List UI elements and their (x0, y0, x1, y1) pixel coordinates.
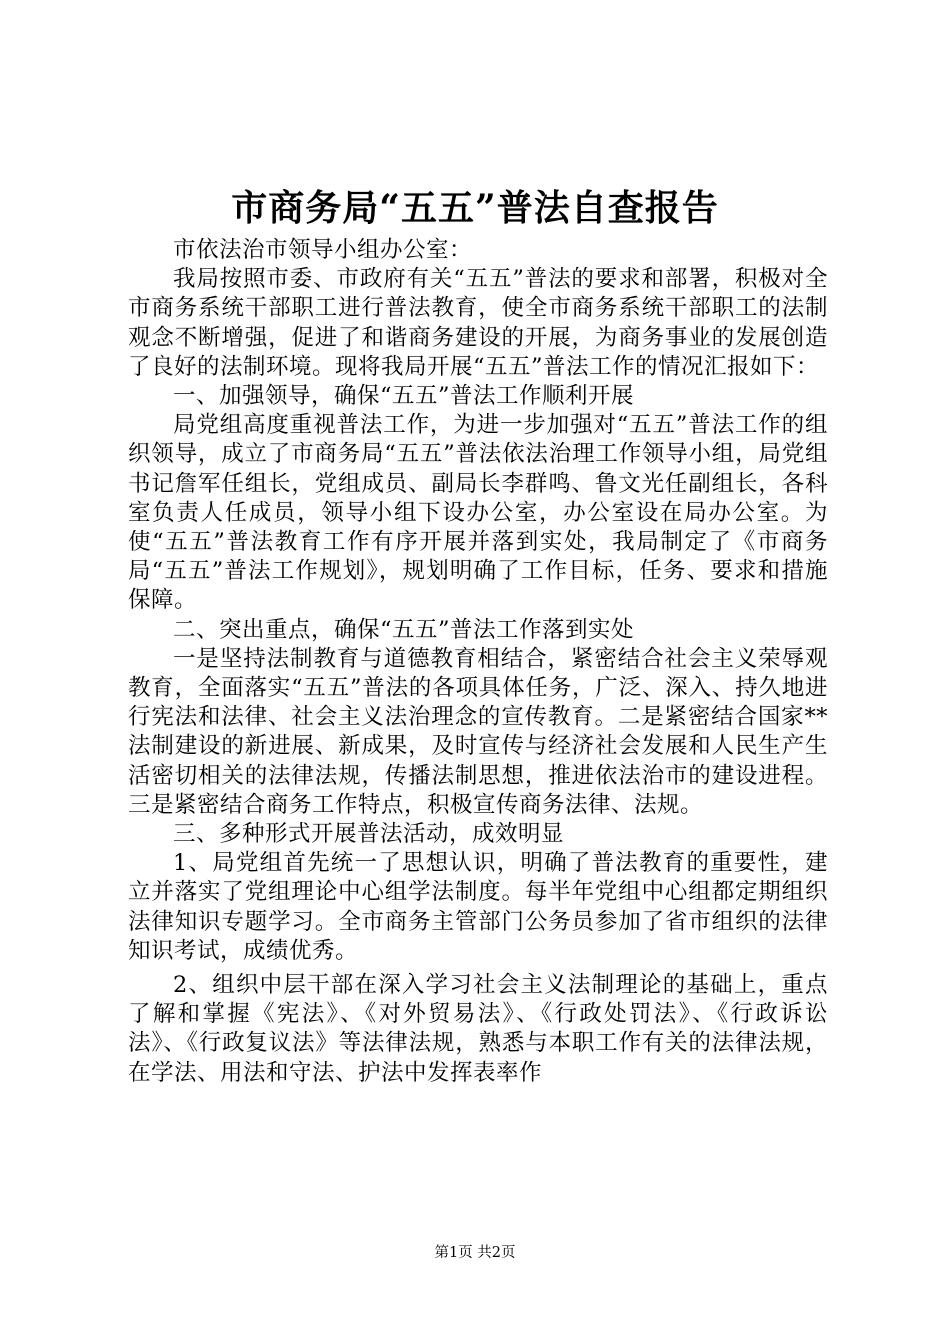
section-heading-1: 一、加强领导，确保“五五”普法工作顺利开展 (173, 383, 635, 410)
section-2-paragraph: 一是坚持法制教育与道德教育相结合，紧密结合社会主义荣辱观教育，全面落实“五五”普法的各项具体任务，广泛、深入、持久地进行宪法和法律、社会主义法治理念的宣传教育。二是紧密结合国家**法制建设的新进展、新成果，及时宣传与经济社会发展和人民生产生活密切相关的法律法规，传播法制思想，推进依法治市的建设进程。三是紧密结合商务工作特点，积极宣传商务法律、法规。 (128, 645, 828, 818)
intro-paragraph: 我局按照市委、市政府有关“五五”普法的要求和部署，积极对全市商务系统干部职工进行普法教育，使全市商务系统干部职工的法制观念不断增强，促进了和谐商务建设的开展，为商务事业的发展创造了良好的法制环境。现将我局开展“五五”普法工作的情况汇报如下： (128, 266, 828, 380)
document-body (128, 236, 828, 1088)
salutation: 市依法治市领导小组办公室： (173, 237, 473, 263)
section-heading-3: 三、多种形式开展普法活动，成效明显 (173, 821, 565, 848)
section-heading-2: 二、突出重点，确保“五五”普法工作落到实处 (173, 616, 635, 643)
section-3-item-1: 1、局党组首先统一了思想认识，明确了普法教育的重要性，建立并落实了党组理论中心组学法制度。每半年党组中心组都定期组织法律知识专题学习。全市商务主管部门公务员参加了省市组织的法律知识考试，成绩优秀。 (128, 850, 828, 964)
section-3-item-2: 2、组织中层干部在深入学习社会主义法制理论的基础上，重点了解和掌握《宪法》、《对外贸易法》、《行政处罚法》、《行政诉讼法》、《行政复议法》等法律法规，熟悉与本职工作有关的法律法规，在学法、用法和守法、护法中发挥表率作 (128, 972, 828, 1086)
page-footer: 第1页 共2页 (434, 1245, 516, 1261)
section-1-paragraph: 局党组高度重视普法工作，为进一步加强对“五五”普法工作的组织领导，成立了市商务局“五五”普法依法治理工作领导小组，局党组书记詹军任组长，党组成员、副局长李群鸣、鲁文光任副组长，各科室负责人任成员，领导小组下设办公室，办公室设在局办公室。为使“五五”普法教育工作有序开展并落到实处，我局制定了《市商务局“五五”普法工作规划》，规划明确了工作目标，任务、要求和措施保障。 (128, 412, 828, 614)
document-title: 市商务局“五五”普法自查报告 (231, 187, 719, 229)
